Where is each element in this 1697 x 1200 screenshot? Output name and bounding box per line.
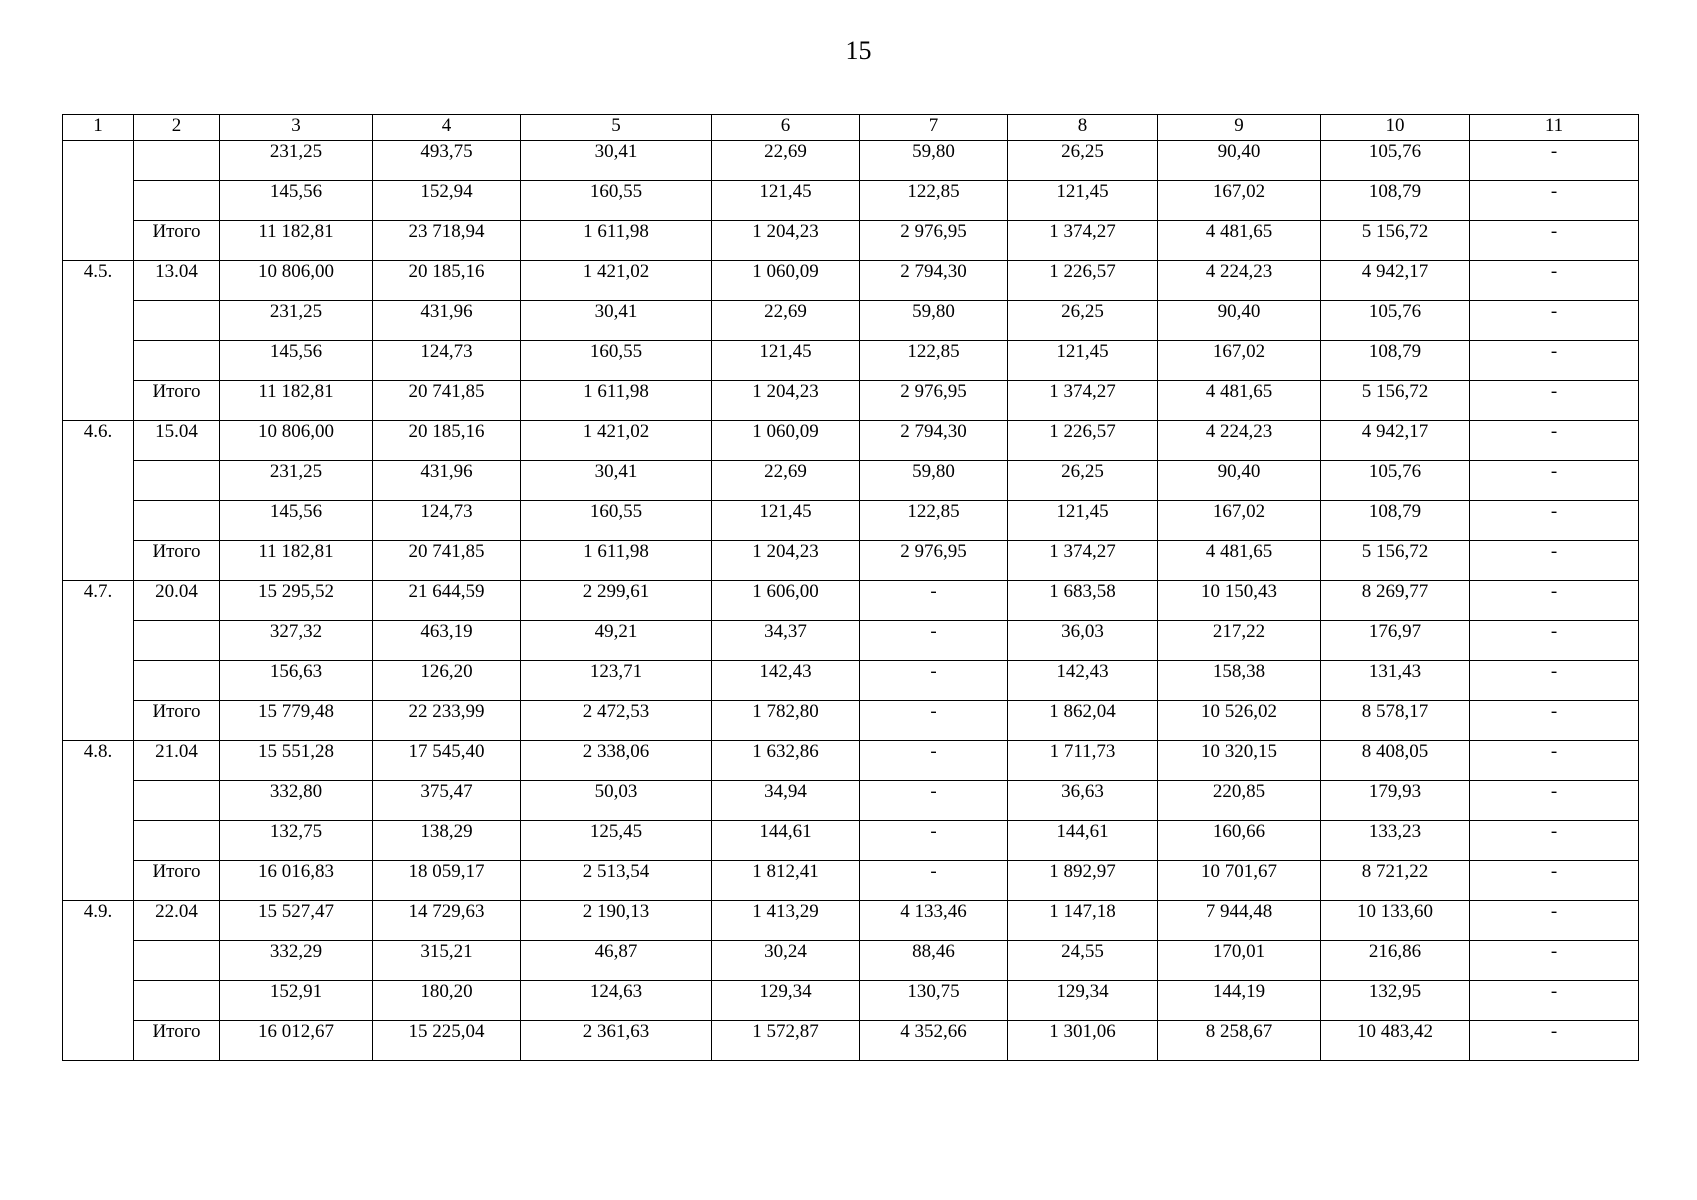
value-cell: - [1470,261,1639,301]
value-cell: - [1470,981,1639,1021]
date-cell: 21.04 [134,741,220,781]
value-cell: 15 295,52 [220,581,373,621]
value-cell: 1 812,41 [712,861,860,901]
value-cell: 10 320,15 [1158,741,1321,781]
table-row [63,501,1639,541]
value-cell: 220,85 [1158,781,1321,821]
value-cell: 1 147,18 [1008,901,1158,941]
value-cell: 1 683,58 [1008,581,1158,621]
value-cell: 20 185,16 [373,261,521,301]
value-cell: 123,71 [521,661,712,701]
value-cell: 121,45 [1008,501,1158,541]
value-cell: 216,86 [1321,941,1470,981]
value-cell: 8 269,77 [1321,581,1470,621]
value-cell: 1 862,04 [1008,701,1158,741]
value-cell: 2 338,06 [521,741,712,781]
value-cell: 108,79 [1321,341,1470,381]
row-label-cell [134,181,220,221]
value-cell: 4 481,65 [1158,541,1321,581]
value-cell: 1 204,23 [712,381,860,421]
value-cell: 145,56 [220,181,373,221]
item-number-cell: 4.6. [63,421,134,581]
value-cell: 59,80 [860,301,1008,341]
table-row [63,141,1639,181]
value-cell: 2 976,95 [860,381,1008,421]
data-table [62,114,1639,1061]
row-label-cell [134,301,220,341]
value-cell: 88,46 [860,941,1008,981]
value-cell: - [1470,901,1639,941]
value-cell: 231,25 [220,141,373,181]
value-cell: 122,85 [860,181,1008,221]
value-cell: 8 721,22 [1321,861,1470,901]
row-label-cell [134,661,220,701]
row-label-cell [134,341,220,381]
value-cell: 132,95 [1321,981,1470,1021]
value-cell: 108,79 [1321,501,1470,541]
value-cell: 375,47 [373,781,521,821]
table-row [63,301,1639,341]
date-cell: 13.04 [134,261,220,301]
value-cell: 16 012,67 [220,1021,373,1061]
value-cell: 17 545,40 [373,741,521,781]
value-cell: 22,69 [712,141,860,181]
value-cell: 26,25 [1008,141,1158,181]
value-cell: 176,97 [1321,621,1470,661]
value-cell: 1 611,98 [521,381,712,421]
value-cell: 90,40 [1158,141,1321,181]
value-cell: 1 060,09 [712,421,860,461]
column-header: 10 [1321,115,1470,141]
value-cell: 1 606,00 [712,581,860,621]
value-cell: 90,40 [1158,301,1321,341]
value-cell: 30,41 [521,301,712,341]
value-cell: 158,38 [1158,661,1321,701]
row-label-cell: Итого [134,1021,220,1061]
column-header: 11 [1470,115,1639,141]
value-cell: 36,03 [1008,621,1158,661]
column-header: 6 [712,115,860,141]
value-cell: 1 421,02 [521,261,712,301]
value-cell: 1 572,87 [712,1021,860,1061]
value-cell: 160,66 [1158,821,1321,861]
value-cell: - [1470,141,1639,181]
value-cell: 144,61 [1008,821,1158,861]
value-cell: 15 551,28 [220,741,373,781]
page-number: 15 [845,36,872,65]
value-cell: 14 729,63 [373,901,521,941]
value-cell: 1 632,86 [712,741,860,781]
value-cell: 4 942,17 [1321,261,1470,301]
value-cell: 2 794,30 [860,421,1008,461]
value-cell: 332,80 [220,781,373,821]
value-cell: 124,63 [521,981,712,1021]
value-cell: 1 892,97 [1008,861,1158,901]
column-header: 5 [521,115,712,141]
value-cell: 8 408,05 [1321,741,1470,781]
value-cell: 1 611,98 [521,221,712,261]
value-cell: 2 299,61 [521,581,712,621]
value-cell: 145,56 [220,341,373,381]
value-cell: 133,23 [1321,821,1470,861]
value-cell: 105,76 [1321,141,1470,181]
value-cell: 2 794,30 [860,261,1008,301]
value-cell: 1 204,23 [712,221,860,261]
value-cell: 142,43 [1008,661,1158,701]
value-cell: 105,76 [1321,301,1470,341]
value-cell: 315,21 [373,941,521,981]
row-label-cell [134,781,220,821]
value-cell: 108,79 [1321,181,1470,221]
value-cell: 7 944,48 [1158,901,1321,941]
date-cell: 22.04 [134,901,220,941]
column-header: 7 [860,115,1008,141]
date-cell [134,141,220,181]
table-row [63,421,1639,461]
value-cell: - [1470,541,1639,581]
table-row [63,661,1639,701]
value-cell: 10 483,42 [1321,1021,1470,1061]
value-cell: 16 016,83 [220,861,373,901]
value-cell: 167,02 [1158,341,1321,381]
value-cell: 15 527,47 [220,901,373,941]
row-label-cell [134,621,220,661]
value-cell: 22,69 [712,461,860,501]
value-cell: 1 374,27 [1008,221,1158,261]
value-cell: 167,02 [1158,181,1321,221]
value-cell: - [1470,181,1639,221]
value-cell: - [1470,461,1639,501]
item-number-cell [63,141,134,261]
value-cell: 121,45 [712,341,860,381]
value-cell: 26,25 [1008,461,1158,501]
column-header: 8 [1008,115,1158,141]
value-cell: 1 374,27 [1008,381,1158,421]
value-cell: 5 156,72 [1321,381,1470,421]
value-cell: - [1470,301,1639,341]
value-cell: 5 156,72 [1321,541,1470,581]
value-cell: 121,45 [1008,341,1158,381]
value-cell: 20 741,85 [373,381,521,421]
row-label-cell [134,981,220,1021]
value-cell: - [860,581,1008,621]
value-cell: 21 644,59 [373,581,521,621]
value-cell: 8 578,17 [1321,701,1470,741]
value-cell: - [1470,221,1639,261]
value-cell: 1 226,57 [1008,421,1158,461]
value-cell: 2 472,53 [521,701,712,741]
table-body [63,141,1639,1061]
value-cell: 493,75 [373,141,521,181]
value-cell: 2 976,95 [860,541,1008,581]
table-row [63,941,1639,981]
value-cell: 122,85 [860,341,1008,381]
row-label-cell: Итого [134,221,220,261]
value-cell: 2 513,54 [521,861,712,901]
value-cell: 160,55 [521,181,712,221]
row-label-cell: Итого [134,861,220,901]
value-cell: 4 942,17 [1321,421,1470,461]
value-cell: - [1470,821,1639,861]
value-cell: 49,21 [521,621,712,661]
value-cell: 90,40 [1158,461,1321,501]
value-cell: - [1470,701,1639,741]
value-cell: 22 233,99 [373,701,521,741]
value-cell: - [1470,1021,1639,1061]
value-cell: 122,85 [860,501,1008,541]
value-cell: 10 526,02 [1158,701,1321,741]
value-cell: 132,75 [220,821,373,861]
value-cell: 431,96 [373,301,521,341]
value-cell: 463,19 [373,621,521,661]
value-cell: 152,91 [220,981,373,1021]
value-cell: 126,20 [373,661,521,701]
table-header [63,115,1639,141]
value-cell: 121,45 [712,501,860,541]
column-header: 1 [63,115,134,141]
table-row [63,821,1639,861]
value-cell: 10 133,60 [1321,901,1470,941]
value-cell: - [1470,941,1639,981]
row-label-cell [134,821,220,861]
value-cell: 160,55 [521,501,712,541]
date-cell: 15.04 [134,421,220,461]
value-cell: 34,37 [712,621,860,661]
value-cell: 327,32 [220,621,373,661]
table-row [63,381,1639,421]
value-cell: 59,80 [860,461,1008,501]
date-cell: 20.04 [134,581,220,621]
value-cell: 129,34 [1008,981,1158,1021]
value-cell: 59,80 [860,141,1008,181]
column-header: 3 [220,115,373,141]
value-cell: 20 185,16 [373,421,521,461]
value-cell: 231,25 [220,461,373,501]
item-number-cell: 4.9. [63,901,134,1061]
value-cell: - [860,621,1008,661]
value-cell: 144,19 [1158,981,1321,1021]
row-label-cell [134,461,220,501]
value-cell: 231,25 [220,301,373,341]
value-cell: 26,25 [1008,301,1158,341]
value-cell: 46,87 [521,941,712,981]
value-cell: 332,29 [220,941,373,981]
row-label-cell [134,941,220,981]
header-row [63,115,1639,141]
table-row [63,781,1639,821]
value-cell: 4 481,65 [1158,381,1321,421]
item-number-cell: 4.5. [63,261,134,421]
value-cell: 10 150,43 [1158,581,1321,621]
value-cell: 18 059,17 [373,861,521,901]
value-cell: 11 182,81 [220,221,373,261]
column-header: 9 [1158,115,1321,141]
value-cell: 124,73 [373,501,521,541]
value-cell: 4 481,65 [1158,221,1321,261]
value-cell: 142,43 [712,661,860,701]
table-row [63,461,1639,501]
value-cell: 4 133,46 [860,901,1008,941]
row-label-cell: Итого [134,541,220,581]
table-row [63,861,1639,901]
value-cell: 180,20 [373,981,521,1021]
value-cell: - [860,741,1008,781]
value-cell: 30,24 [712,941,860,981]
value-cell: 179,93 [1321,781,1470,821]
value-cell: 121,45 [712,181,860,221]
value-cell: 10 701,67 [1158,861,1321,901]
value-cell: 431,96 [373,461,521,501]
value-cell: - [860,861,1008,901]
value-cell: 2 361,63 [521,1021,712,1061]
value-cell: - [1470,781,1639,821]
value-cell: 4 352,66 [860,1021,1008,1061]
value-cell: 2 190,13 [521,901,712,941]
value-cell: 131,43 [1321,661,1470,701]
value-cell: 1 413,29 [712,901,860,941]
value-cell: 15 779,48 [220,701,373,741]
item-number-cell: 4.7. [63,581,134,741]
value-cell: 1 204,23 [712,541,860,581]
value-cell: 1 782,80 [712,701,860,741]
value-cell: 1 374,27 [1008,541,1158,581]
table-row [63,701,1639,741]
value-cell: 4 224,23 [1158,261,1321,301]
value-cell: - [1470,661,1639,701]
value-cell: 1 226,57 [1008,261,1158,301]
value-cell: - [860,701,1008,741]
value-cell: 121,45 [1008,181,1158,221]
value-cell: 138,29 [373,821,521,861]
value-cell: 10 806,00 [220,421,373,461]
table-row [63,741,1639,781]
value-cell: 24,55 [1008,941,1158,981]
table-row [63,181,1639,221]
value-cell: - [860,661,1008,701]
value-cell: 5 156,72 [1321,221,1470,261]
row-label-cell: Итого [134,701,220,741]
value-cell: 23 718,94 [373,221,521,261]
value-cell: 8 258,67 [1158,1021,1321,1061]
value-cell: - [1470,501,1639,541]
value-cell: 30,41 [521,461,712,501]
table-row [63,261,1639,301]
table-row [63,341,1639,381]
item-number-cell: 4.8. [63,741,134,901]
value-cell: 152,94 [373,181,521,221]
value-cell: 20 741,85 [373,541,521,581]
value-cell: 105,76 [1321,461,1470,501]
value-cell: 156,63 [220,661,373,701]
value-cell: 125,45 [521,821,712,861]
value-cell: - [1470,741,1639,781]
table-row [63,981,1639,1021]
value-cell: 50,03 [521,781,712,821]
value-cell: - [860,821,1008,861]
value-cell: 15 225,04 [373,1021,521,1061]
value-cell: - [1470,341,1639,381]
value-cell: - [1470,581,1639,621]
value-cell: 1 711,73 [1008,741,1158,781]
value-cell: 170,01 [1158,941,1321,981]
value-cell: 1 611,98 [521,541,712,581]
value-cell: 36,63 [1008,781,1158,821]
value-cell: 30,41 [521,141,712,181]
value-cell: - [1470,381,1639,421]
value-cell: 10 806,00 [220,261,373,301]
value-cell: - [1470,421,1639,461]
value-cell: 145,56 [220,501,373,541]
value-cell: 11 182,81 [220,541,373,581]
row-label-cell [134,501,220,541]
value-cell: - [1470,621,1639,661]
value-cell: 144,61 [712,821,860,861]
value-cell: 1 060,09 [712,261,860,301]
value-cell: 1 421,02 [521,421,712,461]
value-cell: 1 301,06 [1008,1021,1158,1061]
value-cell: - [860,781,1008,821]
table-row [63,621,1639,661]
column-header: 4 [373,115,521,141]
value-cell: 160,55 [521,341,712,381]
value-cell: 11 182,81 [220,381,373,421]
value-cell: 22,69 [712,301,860,341]
value-cell: 130,75 [860,981,1008,1021]
value-cell: 4 224,23 [1158,421,1321,461]
table-row [63,581,1639,621]
table-row [63,541,1639,581]
table-row [63,221,1639,261]
value-cell: 124,73 [373,341,521,381]
value-cell: 2 976,95 [860,221,1008,261]
table-row [63,1021,1639,1061]
value-cell: 34,94 [712,781,860,821]
column-header: 2 [134,115,220,141]
value-cell: 217,22 [1158,621,1321,661]
row-label-cell: Итого [134,381,220,421]
value-cell: 129,34 [712,981,860,1021]
value-cell: 167,02 [1158,501,1321,541]
table-row [63,901,1639,941]
value-cell: - [1470,861,1639,901]
